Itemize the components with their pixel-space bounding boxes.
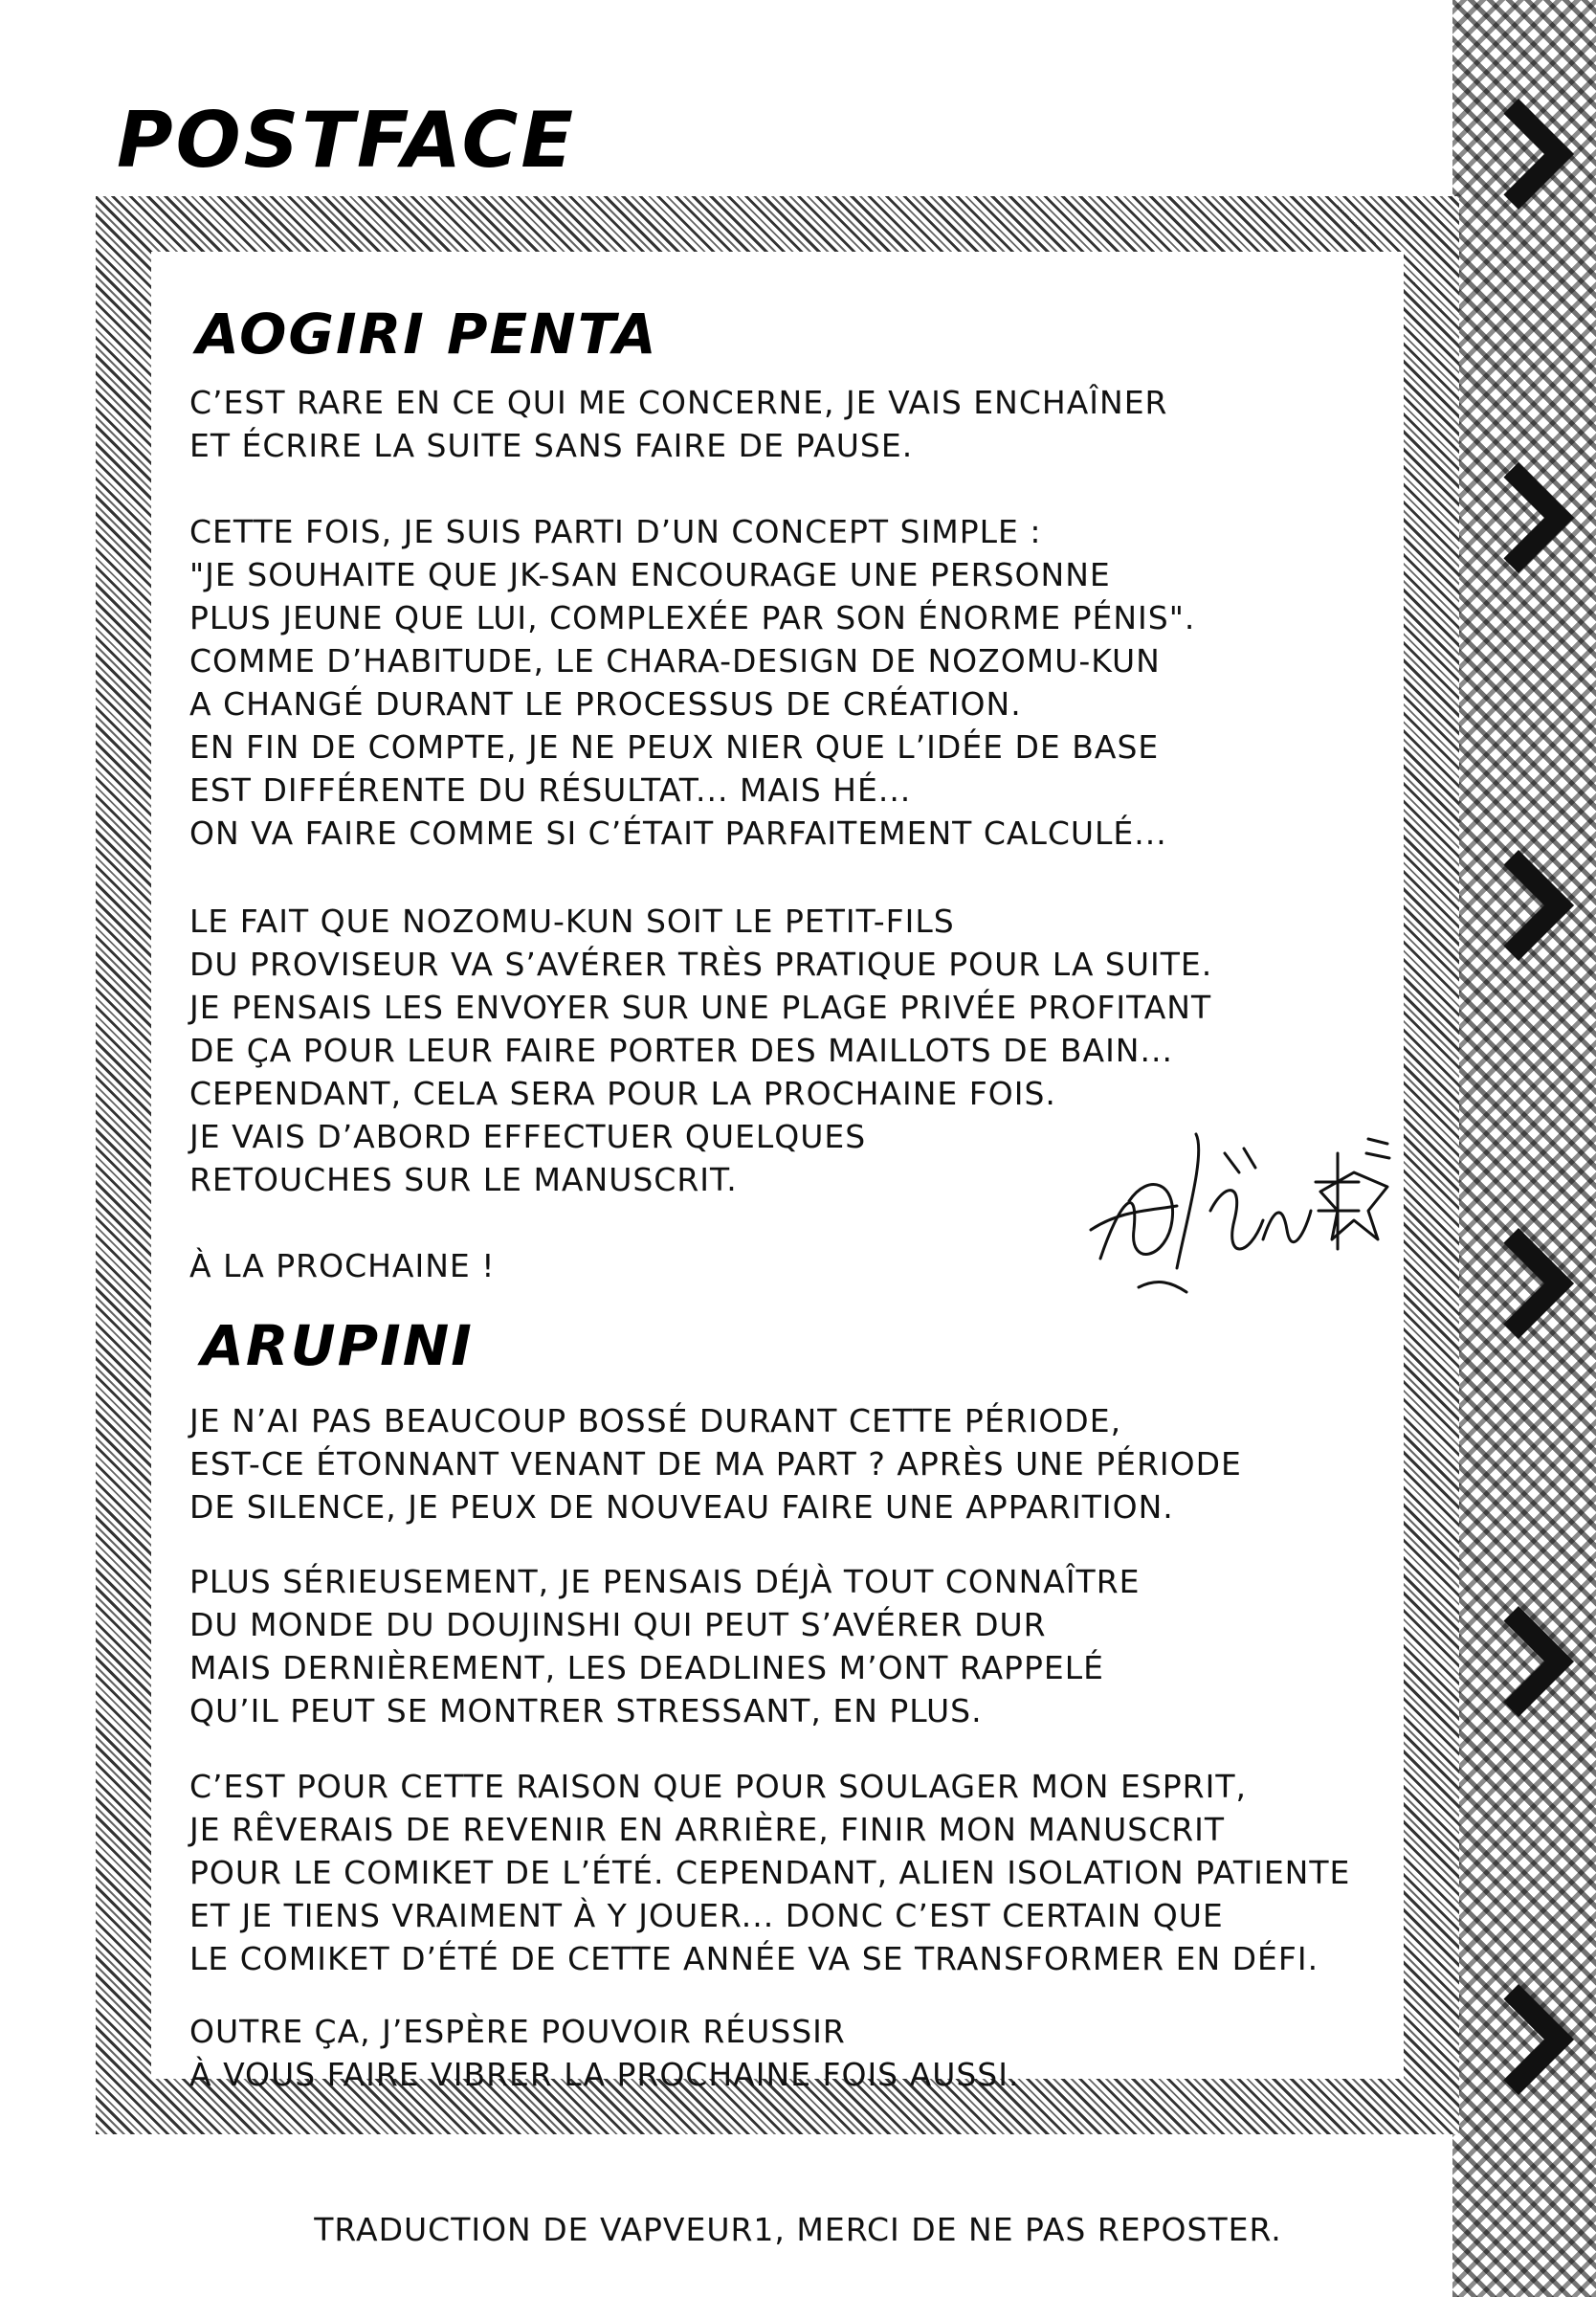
text-line: JE N’AI PAS BEAUCOUP BOSSÉ DURANT CETTE PÉRIODE, (189, 1402, 1122, 1439)
text-line: MAIS DERNIÈREMENT, LES DEADLINES M’ONT RAPPELÉ (189, 1649, 1104, 1686)
paragraph (189, 1765, 1350, 1980)
text-line: C’EST RARE EN CE QUI ME CONCERNE, JE VAIS ENCHAÎNER (189, 384, 1168, 421)
text-line: LE COMIKET D’ÉTÉ DE CETTE ANNÉE VA SE TRANSFORMER EN DÉFI. (189, 1940, 1319, 1977)
text-line: OUTRE ÇA, J’ESPÈRE POUVOIR RÉUSSIR (189, 2013, 846, 2050)
paragraph (189, 1560, 1141, 1732)
page-title: POSTFACE (117, 96, 576, 185)
text-line: C’EST POUR CETTE RAISON QUE POUR SOULAGER MON ESPRIT, (189, 1768, 1247, 1805)
chevron-right-icon (1463, 99, 1574, 210)
text-line: CEPENDANT, CELA SERA POUR LA PROCHAINE FOIS. (189, 1075, 1056, 1112)
text-line: RETOUCHES SUR LE MANUSCRIT. (189, 1161, 738, 1198)
text-line: EN FIN DE COMPTE, JE NE PEUX NIER QUE L’IDÉE DE BASE (189, 728, 1160, 766)
right-edge-pattern (1452, 0, 1596, 2297)
text-line: DE ÇA POUR LEUR FAIRE PORTER DES MAILLOTS DE BAIN... (189, 1032, 1173, 1069)
section-author-arupini: ARUPINI (201, 1313, 474, 1378)
text-line: POUR LE COMIKET DE L’ÉTÉ. CEPENDANT, ALIEN ISOLATION PATIENTE (189, 1854, 1351, 1891)
text-line: ON VA FAIRE COMME SI C’ÉTAIT PARFAITEMENT CALCULÉ... (189, 814, 1167, 852)
text-line: PLUS SÉRIEUSEMENT, JE PENSAIS DÉJÀ TOUT CONNAÎTRE (189, 1563, 1141, 1600)
paragraph (189, 2010, 1019, 2096)
chevron-right-icon (1463, 1606, 1574, 1717)
text-line: CETTE FOIS, JE SUIS PARTI D’UN CONCEPT SIMPLE : (189, 513, 1042, 550)
text-line: A CHANGÉ DURANT LE PROCESSUS DE CRÉATION. (189, 685, 1022, 723)
paragraph (189, 1244, 496, 1287)
text-line: DU MONDE DU DOUJINSHI QUI PEUT S’AVÉRER DUR (189, 1606, 1047, 1643)
text-line: ET ÉCRIRE LA SUITE SANS FAIRE DE PAUSE. (189, 427, 914, 464)
text-line: EST-CE ÉTONNANT VENANT DE MA PART ? APRÈS UNE PÉRIODE (189, 1445, 1242, 1483)
text-line: QU’IL PEUT SE MONTRER STRESSANT, EN PLUS. (189, 1692, 983, 1729)
text-line: ET JE TIENS VRAIMENT À Y JOUER... DONC C’EST CERTAIN QUE (189, 1897, 1224, 1934)
text-line: À LA PROCHAINE ! (189, 1247, 496, 1284)
section-author-aogiri-penta: AOGIRI PENTA (196, 301, 658, 367)
chevron-right-icon (1463, 1228, 1574, 1339)
text-line: JE PENSAIS LES ENVOYER SUR UNE PLAGE PRIVÉE PROFITANT (189, 989, 1212, 1026)
text-line: PLUS JEUNE QUE LUI, COMPLEXÉE PAR SON ÉNORME PÉNIS". (189, 599, 1196, 636)
translation-credit: TRADUCTION DE VAPVEUR1, MERCI DE NE PAS REPOSTER. (314, 2211, 1282, 2248)
paragraph (189, 510, 1195, 855)
chevron-right-icon (1463, 850, 1574, 961)
paragraph (189, 1399, 1242, 1528)
chevron-right-icon (1463, 462, 1574, 573)
paragraph (189, 381, 1167, 467)
text-line: À VOUS FAIRE VIBRER LA PROCHAINE FOIS AUSSI. (189, 2056, 1020, 2093)
text-line: LE FAIT QUE NOZOMU-KUN SOIT LE PETIT-FILS (189, 903, 955, 940)
text-line: JE RÊVERAIS DE REVENIR EN ARRIÈRE, FINIR MON MANUSCRIT (189, 1811, 1226, 1848)
text-line: EST DIFFÉRENTE DU RÉSULTAT... MAIS HÉ... (189, 771, 912, 809)
text-line: COMME D’HABITUDE, LE CHARA-DESIGN DE NOZOMU-KUN (189, 642, 1161, 680)
chevron-right-icon (1463, 1984, 1574, 2095)
signature-image (1081, 1115, 1397, 1306)
text-line: "JE SOUHAITE QUE JK-SAN ENCOURAGE UNE PERSONNE (189, 556, 1111, 593)
text-line: JE VAIS D’ABORD EFFECTUER QUELQUES (189, 1118, 867, 1155)
paragraph (189, 900, 1212, 1201)
text-line: DE SILENCE, JE PEUX DE NOUVEAU FAIRE UNE APPARITION. (189, 1488, 1174, 1526)
text-line: DU PROVISEUR VA S’AVÉRER TRÈS PRATIQUE POUR LA SUITE. (189, 946, 1213, 983)
